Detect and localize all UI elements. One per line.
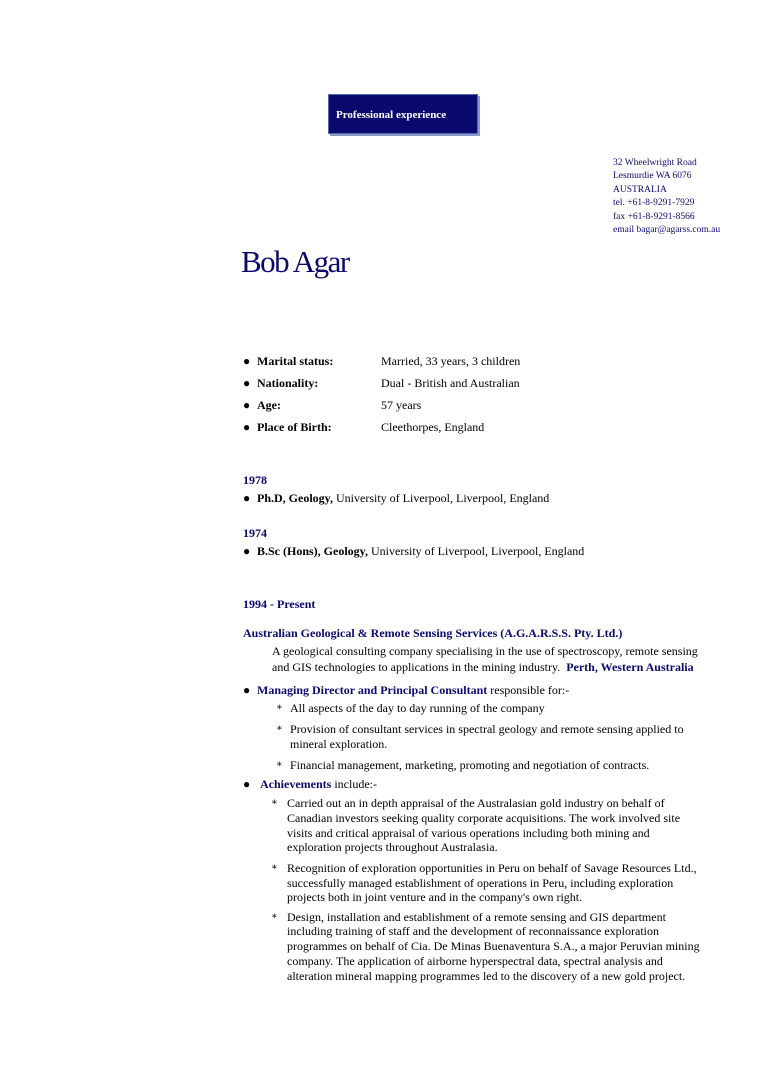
contact-country: AUSTRALIA xyxy=(613,184,667,195)
asterisk-bullet-icon: ∗ xyxy=(271,862,278,873)
marital-status-label: Marital status: xyxy=(257,354,334,368)
contact-email[interactable]: email bagar@agarss.com.au xyxy=(613,225,721,236)
contact-street: 32 Wheelwright Road xyxy=(613,158,697,168)
education-year: 1974 xyxy=(243,526,267,540)
achievement-line: company. The application of airborne hyperspectral data, spectral analysis and xyxy=(287,954,663,968)
education-institution: University of Liverpool, Liverpool, England xyxy=(336,491,550,505)
responsibility-line: Financial management, marketing, promoting and negotiation of contracts. xyxy=(290,758,650,772)
education-entry xyxy=(257,544,584,558)
marital-status-value: Married, 33 years, 3 children xyxy=(381,354,521,368)
asterisk-bullet-icon: ∗ xyxy=(276,723,283,734)
achievement-line: successfully managed establishment of operations in Peru, including exploration xyxy=(287,876,674,890)
company-description-line xyxy=(272,660,694,674)
achievement-line: alteration mineral mapping programmes led to the discovery of a new gold project. xyxy=(287,969,686,983)
role-line xyxy=(257,683,569,697)
section-header-box xyxy=(328,94,478,134)
contact-city: Lesmurdie WA 6076 xyxy=(613,171,692,182)
achievements-suffix: include:- xyxy=(334,777,377,791)
asterisk-bullet-icon: ∗ xyxy=(276,702,283,713)
bullet-icon: ● xyxy=(243,398,251,412)
contact-tel: tel. +61-8-9291-7929 xyxy=(613,198,695,209)
experience-period: 1994 - Present xyxy=(243,597,316,611)
bullet-icon: ● xyxy=(243,376,251,390)
bullet-icon: ● xyxy=(243,354,251,368)
birthplace-value: Cleethorpes, England xyxy=(381,420,485,434)
achievement-line: including training of staff and the development of reconnaissance exploration xyxy=(287,924,659,938)
company-location: Perth, Western Australia xyxy=(566,660,694,674)
bullet-icon: ● xyxy=(243,683,251,697)
contact-fax: fax +61-8-9291-8566 xyxy=(613,211,695,222)
achievement-line: Design, installation and establishment of a remote sensing and GIS department xyxy=(287,910,666,924)
responsibility-line: mineral exploration. xyxy=(290,737,388,751)
company-description-text: and GIS technologies to applications in the mining industry. xyxy=(272,660,561,674)
education-entry xyxy=(257,491,549,505)
role-title: Managing Director and Principal Consultant xyxy=(257,683,488,697)
achievement-line: programmes on behalf of Cia. De Minas Buenaventura S.A., a major Peruvian mining xyxy=(287,939,700,953)
age-label: Age: xyxy=(257,398,281,412)
company-name: Australian Geological & Remote Sensing Services (A.G.A.R.S.S. Pty. Ltd.) xyxy=(243,626,623,640)
section-title: Professional experience xyxy=(336,109,447,121)
birthplace-label: Place of Birth: xyxy=(257,420,332,434)
education-degree: Ph.D, Geology, xyxy=(257,491,334,505)
nationality-label: Nationality: xyxy=(257,376,319,390)
education-degree: B.Sc (Hons), Geology, xyxy=(257,544,369,558)
asterisk-bullet-icon: ∗ xyxy=(271,911,278,922)
achievement-line: Recognition of exploration opportunities in Peru on behalf of Savage Resources Ltd., xyxy=(287,861,697,875)
person-name: Bob Agar xyxy=(241,244,349,279)
bullet-icon: ● xyxy=(243,777,251,791)
achievement-line: projects both in joint venture and in the company's own right. xyxy=(287,890,583,904)
education-institution: University of Liverpool, Liverpool, England xyxy=(371,544,585,558)
achievement-line: Carried out an in depth appraisal of the Australasian gold industry on behalf of xyxy=(287,796,665,810)
age-value: 57 years xyxy=(381,398,422,412)
achievement-line: Canadian investors seeking quality corporate acquisitions. The work involved site xyxy=(287,811,681,825)
achievement-line: visits and critical appraisal of various operations including both mining and xyxy=(287,826,650,840)
asterisk-bullet-icon: ∗ xyxy=(271,797,278,808)
education-year: 1978 xyxy=(243,473,267,487)
role-suffix: responsible for:- xyxy=(490,683,570,697)
achievements-title: Achievements xyxy=(260,777,332,791)
bullet-icon: ● xyxy=(243,491,251,505)
achievement-line: exploration projects throughout Australasia. xyxy=(287,840,498,854)
responsibility-line: All aspects of the day to day running of the company xyxy=(290,701,545,715)
achievements-line xyxy=(260,777,377,791)
nationality-value: Dual - British and Australian xyxy=(381,376,520,390)
responsibility-line: Provision of consultant services in spectral geology and remote sensing applied to xyxy=(290,722,684,736)
company-description-line: A geological consulting company specialising in the use of spectroscopy, remote sensing xyxy=(272,644,698,658)
asterisk-bullet-icon: ∗ xyxy=(276,759,283,770)
bullet-icon: ● xyxy=(243,420,251,434)
bullet-icon: ● xyxy=(243,544,251,558)
contact-block xyxy=(613,157,720,237)
